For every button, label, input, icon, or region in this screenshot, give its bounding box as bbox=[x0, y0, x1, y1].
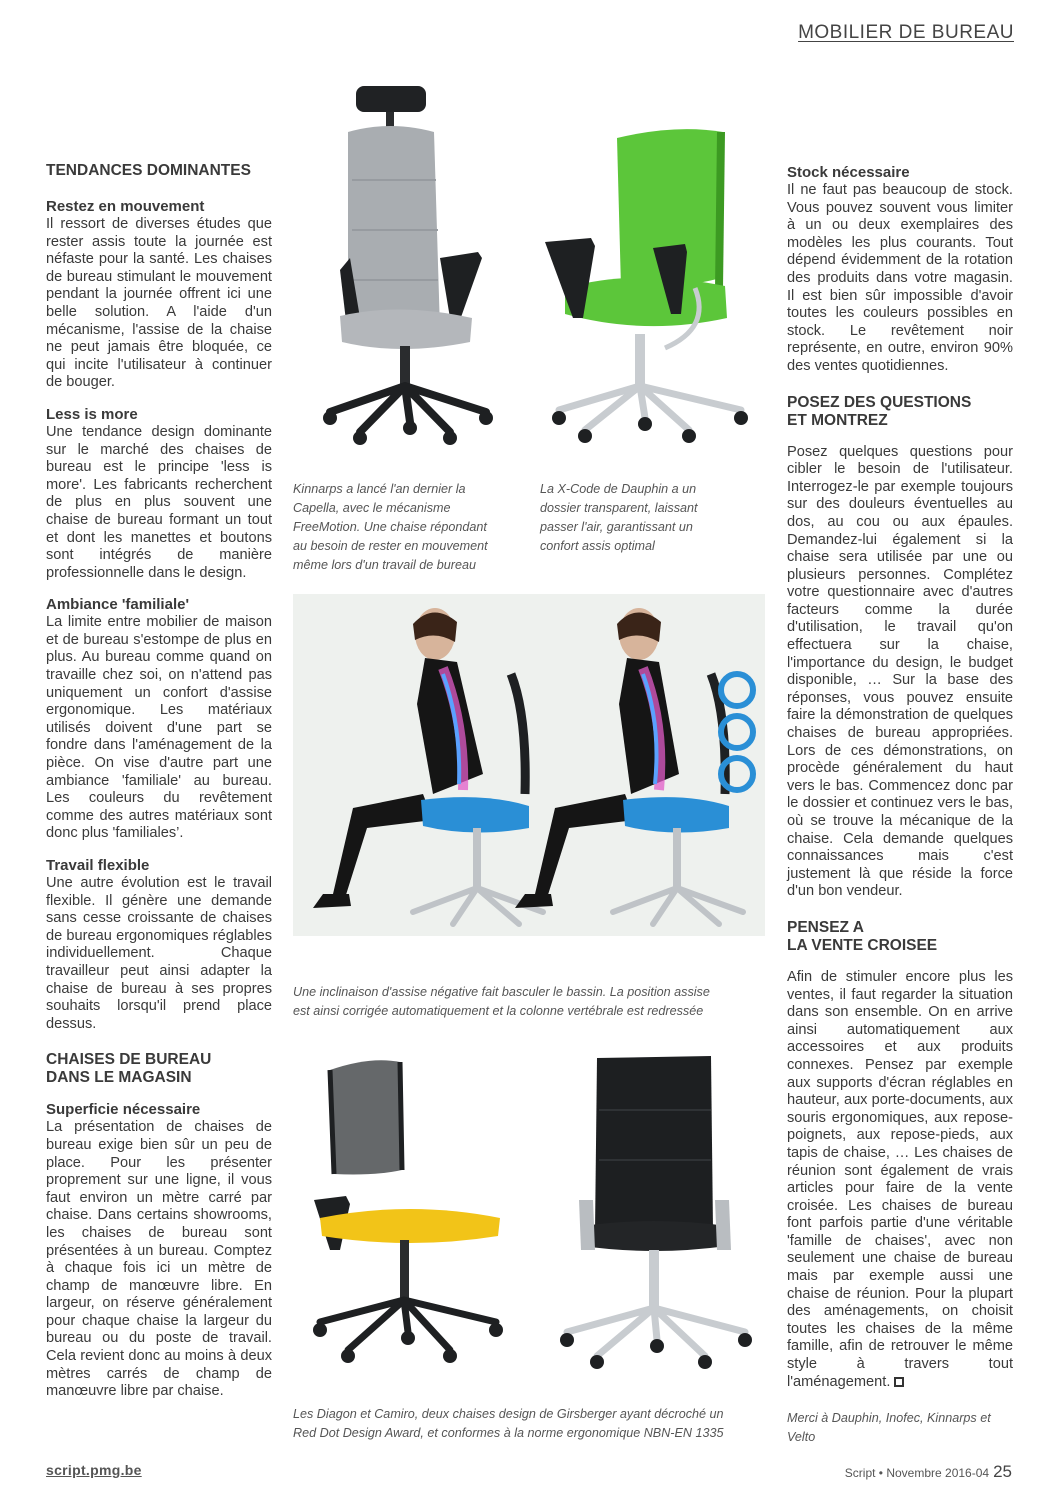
paragraph-stock: Il ne faut pas beaucoup de stock. Vous pouvez souvent vous limiter à un ou deux exemplaires des modèles les plus courants. Tout dépend évidemment de la rotation des produits dans votre magasin. Il est bien sûr impossible d'avoir toutes les couleurs possibles en stock. Le revêtement noir représente, en outre, environ 90% des ventes quotidiennes. bbox=[787, 182, 1013, 374]
green-office-chair-image bbox=[535, 118, 760, 448]
heading-magasin-line1: CHAISES DE BUREAU bbox=[46, 1051, 212, 1069]
left-column bbox=[46, 162, 272, 1401]
subheading-ambiance: Ambiance 'familiale' bbox=[46, 596, 190, 614]
heading-vente-line1: PENSEZ A bbox=[787, 918, 864, 936]
subheading-travail-flexible: Travail flexible bbox=[46, 857, 150, 874]
end-of-article-icon bbox=[894, 1377, 904, 1387]
caption-girsberger-line1: Les Diagon et Camiro, deux chaises design de Girsberger ayant décroché un bbox=[293, 1407, 724, 1421]
paragraph-mouvement: Il ressort de diverses études que rester assis toute la journée est néfaste pour la santé. Les chaises de bureau stimulant le mouvement pendant la journée offrent ici une belle solution. A l'aide d'un mécanisme, l'assise de la chaise ne peut jamais être bloquée, ce qui incite l'utilisateur à continuer de bouger. bbox=[46, 216, 272, 391]
footer-issue-text: Script • Novembre 2016-04 bbox=[844, 1466, 990, 1480]
caption-girsberger-line2: Red Dot Design Award, et conformes à la norme ergonomique NBN-EN 1335 bbox=[293, 1426, 724, 1440]
subheading-less-is-more: Less is more bbox=[46, 405, 138, 423]
grey-office-chair-image bbox=[300, 80, 515, 455]
posture-demonstration-image bbox=[293, 594, 765, 936]
paragraph-questions: Posez quelques questions pour cibler le besoin de l'utilisateur. Interrogez-le par exemple toujours sur des douleurs éventuelles au dos, au cou ou aux épaules. Demandez-lui également si la chaise sera utilisée par une ou plusieurs personnes. Complétez votre questionnaire avec d'autres facteurs comme la durée d'utilisation, le travail qu'on effectuera sur la chaise, l'importance du design, le budget disponible, … Sur la base des réponses, vous pouvez ensuite faire la démonstration de quelques chaises de bureau appropriées. Lors de ces démonstrations, on procède généralement du haut vers le bas. Commencez donc par le dossier et continuez vers le bas, où se trouve la mécanique de la chaise. Cela demande quelques connaissances mais c'est justement là que réside la force d'un bon vendeur. bbox=[787, 443, 1013, 900]
right-column bbox=[787, 164, 1013, 1447]
subheading-superficie: Superficie nécessaire bbox=[46, 1101, 201, 1119]
paragraph-ambiance: La limite entre mobilier de maison et de bureau s'estompe de plus en plus. Au bureau comme quand on travaille chez soi, on n'attend pas uniquement un confort d'assise ergonomique. Les matériaux utilisés doivent d'une part se fondre dans l'aménagement de la pièce. On vise d'autre part une ambiance 'familiale' au bureau. Les couleurs du revêtement comme des autres matériaux sont donc plus 'familiales’. bbox=[46, 614, 272, 842]
heading-questions-line1: POSEZ DES QUESTIONS bbox=[787, 393, 972, 411]
heading-tendances: TENDANCES DOMINANTES bbox=[46, 162, 251, 179]
thanks-note: Merci à Dauphin, Inofec, Kinnarps et Velto bbox=[787, 1411, 991, 1445]
footer-issue bbox=[845, 1462, 1012, 1482]
caption-posture-line2: est ainsi corrigée automatiquement et la colonne vertébrale est redressée bbox=[293, 1004, 704, 1018]
caption-posture bbox=[293, 983, 763, 1021]
paragraph-superficie: La présentation de chaises de bureau exige bien sûr un peu de place. Pour les présenter proprement sur une ligne, il vous faut environ un mètre carré par chaise. Dans certains showrooms, les chaises de bureau sont présentées à un bureau. Comptez à chaque fois ici un mètre de champ de manœuvre libre. En largeur, on réserve généralement pour chaque chaise la largeur du bureau ou du poste de travail. Cela revient donc au moins à deux mètres carrés de champ de manœuvre libre par chaise. bbox=[46, 1119, 272, 1400]
paragraph-travail-flexible: Une autre évolution est le travail flexible. Il génère une demande sans cesse croissante de chaises de bureau ergonomiques réglables individuellement. Chaque travailleur peut ainsi adapter la chaise de bureau à ses propres souhaits lorsqu'il prend place dessus. bbox=[46, 875, 272, 1032]
paragraph-less-is-more: Une tendance design dominante sur le marché des chaises de bureau est le principe 'less is more'. Les fabricants recherchent de plus en plus souvent une chaise de bureau formant un tout et dont les manettes et boutons sont intégrés de manière professionnelle dans le design. bbox=[46, 423, 272, 581]
page-number: 25 bbox=[993, 1462, 1012, 1481]
yellow-mesh-chair-image bbox=[300, 1050, 515, 1375]
footer-website-link[interactable]: script.pmg.be bbox=[46, 1462, 142, 1478]
heading-magasin-line2: DANS LE MAGASIN bbox=[46, 1069, 192, 1087]
subheading-mouvement: Restez en mouvement bbox=[46, 198, 205, 215]
black-leather-chair-image bbox=[535, 1050, 760, 1375]
section-label: MOBILIER DE BUREAU bbox=[798, 22, 1014, 43]
vente-croisee-text: Afin de stimuler encore plus les ventes, il faut regarder la situation dans son ensemble. On en arrive ainsi automatiquement aux accessoires et aux produits connexes. Pensez par exemple aux supports d'écran réglables en hauteur, aux porte-documents, aux souris ergonomiques, aux repose-poignets, aux repose-pieds, aux tapis de chaise, … Les chaises de réunion sont également de vrais articles pour faire de la vente croisée. Les chaises de bureau font parfois partie d'une véritable 'famille de chaises', avec non seulement une chaise de bureau mais par exemple aussi une chaise de réunion. Pour la plupart des aménagements, on choisit toutes les chaises de la même famille, afin de retrouver le même style à travers tout l'aménagement. bbox=[787, 968, 1013, 1390]
caption-girsberger bbox=[293, 1405, 763, 1443]
heading-questions-line2: ET MONTREZ bbox=[787, 411, 888, 429]
heading-vente-line2: LA VENTE CROISEE bbox=[787, 936, 938, 954]
caption-posture-line1: Une inclinaison d'assise négative fait basculer le bassin. La position assise bbox=[293, 985, 710, 999]
paragraph-vente-croisee bbox=[787, 969, 1013, 1391]
caption-kinnarps: Kinnarps a lancé l'an dernier la Capella, avec le mécanisme FreeMotion. Une chaise répondant au besoin de rester en mouvement même lors d'un travail de bureau bbox=[293, 482, 488, 572]
caption-dauphin: La X-Code de Dauphin a un dossier transparent, laissant passer l'air, garantissant un confort assis optimal bbox=[540, 482, 698, 553]
subheading-stock: Stock nécessaire bbox=[787, 164, 910, 181]
